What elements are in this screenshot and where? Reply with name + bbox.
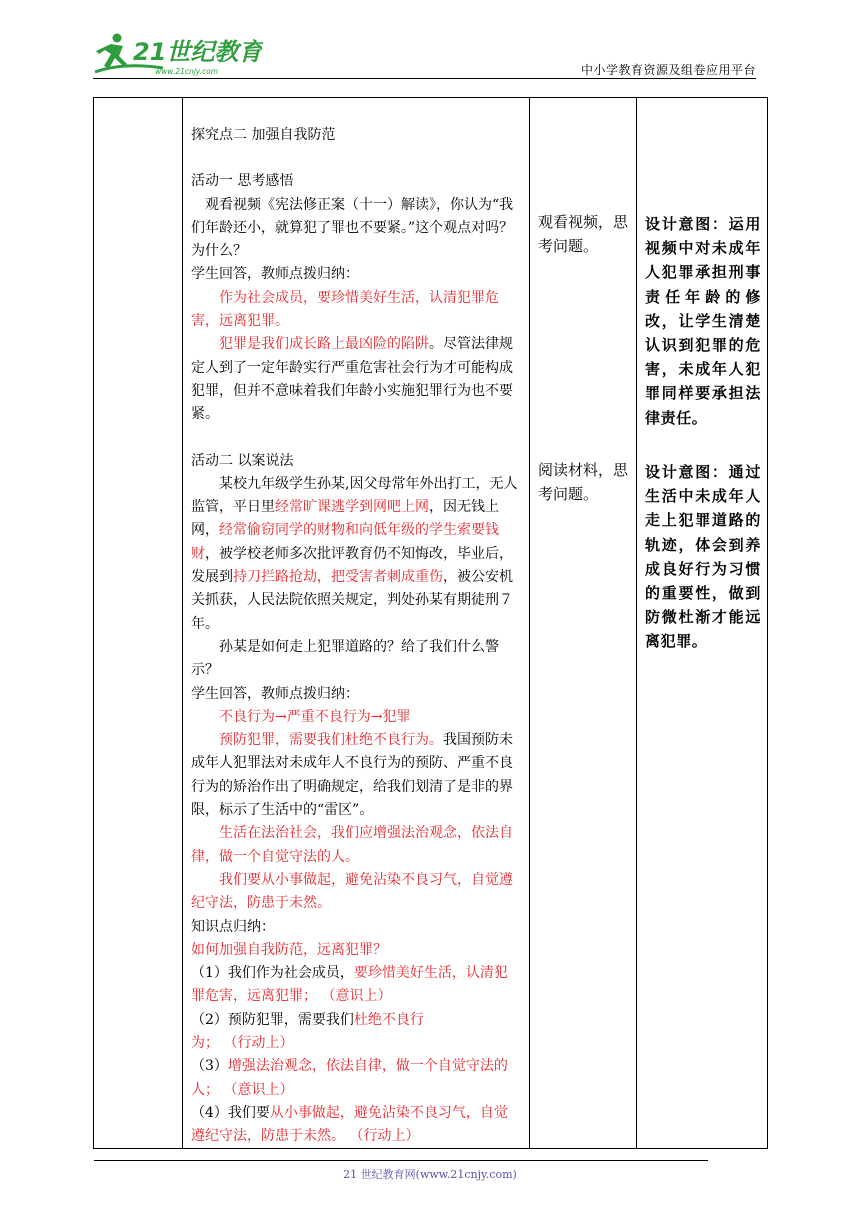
knowledge-point-1: （1）我们作为社会成员，要珍惜美好生活，认清犯罪危害，远离犯罪； （意识上） <box>191 965 508 1005</box>
activity-2-summary-3: 生活在法治社会，我们应增强法治观念，依法自律，做一个自觉守法的人。 <box>191 825 513 865</box>
activity-1-summary-1: 作为社会成员，要珍惜美好生活，认清犯罪危害，远离犯罪。 <box>191 289 499 330</box>
activity-2-question: 孙某是如何走上犯罪道路的？给了我们什么警示？ <box>191 638 499 679</box>
page-header <box>93 28 756 80</box>
teaching-process-cell <box>183 98 530 1149</box>
design-intent-1: 设计意图：运用视频中对未成年人犯罪承担刑事责任年龄的修改，让学生清楚认识到犯罪的危害，未成年人犯罪同样要承担法律责任。 <box>645 215 761 427</box>
footer-divider <box>94 1160 708 1161</box>
activity-1-answer-label: 学生回答，教师点拨归纳： <box>191 266 359 283</box>
knowledge-title: 知识点归纳： <box>191 918 275 935</box>
teaching-content <box>183 98 529 1148</box>
design-intent-2: 设计意图：通过生活中未成年人走上犯罪道路的轨迹，体会到养成良好行为习惯的重要性，做到防微杜渐才能远离犯罪。 <box>645 463 761 651</box>
logo-url: www.21cnjy.com <box>155 67 219 76</box>
student-activity-cell <box>530 98 637 1149</box>
knowledge-point-2: （2）预防犯罪，需要我们杜绝不良行为； （行动上） <box>191 1011 424 1051</box>
topic-heading: 探究点二 加强自我防范 <box>191 127 336 143</box>
lesson-table <box>93 97 768 1149</box>
activity-1-summary-2: 犯罪是我们成长路上最凶险的陷阱。尽管法律规定人到了一定年龄实行严重危害社会行为才可能构成犯罪，但并不意味着我们年龄小实施犯罪行为也不要紧。 <box>191 336 513 423</box>
knowledge-point-4: （4）我们要从小事做起，避免沾染不良习气，自觉遵纪守法，防患于未然。 （行动上） <box>191 1104 508 1145</box>
activity-2-title: 活动二 以案说法 <box>191 452 294 469</box>
case-text: 某校九年级学生孙某,因父母常年外出打工，无人监管，平日里经常旷课逃学到网吧上网，因无钱上网，经常偷窃同学的财物和向低年级的学生索要钱财，被学校老师多次批评教育仍不知悔改，毕业后，发展到持刀拦路抢劫，把受害者刺成重伤，被公安机关抓获，人民法院依照关规定，判处孙某有期徒刑７年。 <box>191 475 518 632</box>
activity-2-summary-1: 不良行为→严重不良行为→犯罪 <box>219 708 411 725</box>
header-divider <box>93 78 756 79</box>
blank-column <box>94 98 183 1149</box>
footer-text: 21 世纪教育网(www.21cnjy.com) <box>343 1168 517 1181</box>
student-activity-1: 观看视频，思考问题。 <box>538 213 629 255</box>
activity-1-question: 观看视频《宪法修正案（十一）解读》，你认为“我们年龄还小，就算犯了罪也不要紧。”这个观点对吗？为什么？ <box>191 196 514 260</box>
knowledge-point-3: （3）增强法治观念，依法自律，做一个自觉守法的人； （意识上） <box>191 1058 508 1098</box>
platform-title: 中小学教育资源及组卷应用平台 <box>580 63 756 77</box>
student-activity-2: 阅读材料，思考问题。 <box>538 461 629 503</box>
activity-2-summary-4: 我们要从小事做起，避免沾染不良习气，自觉遵纪守法，防患于未然。 <box>191 871 513 912</box>
activity-2-summary-2: 预防犯罪，需要我们杜绝不良行为。我国预防未成年人犯罪法对未成年人不良行为的预防、严重不良行为的矫治作出了明确规定，给我们划清了是非的界限，标示了生活中的“雷区”。 <box>191 732 513 819</box>
activity-2-answer-label: 学生回答，教师点拨归纳： <box>191 685 359 702</box>
design-intent-cell <box>637 98 768 1149</box>
site-logo <box>93 28 263 78</box>
activity-1-title: 活动一 思考感悟 <box>191 173 294 190</box>
logo-text: 21世纪教育 <box>133 38 263 66</box>
knowledge-question: 如何加强自我防范，远离犯罪？ <box>191 941 387 958</box>
